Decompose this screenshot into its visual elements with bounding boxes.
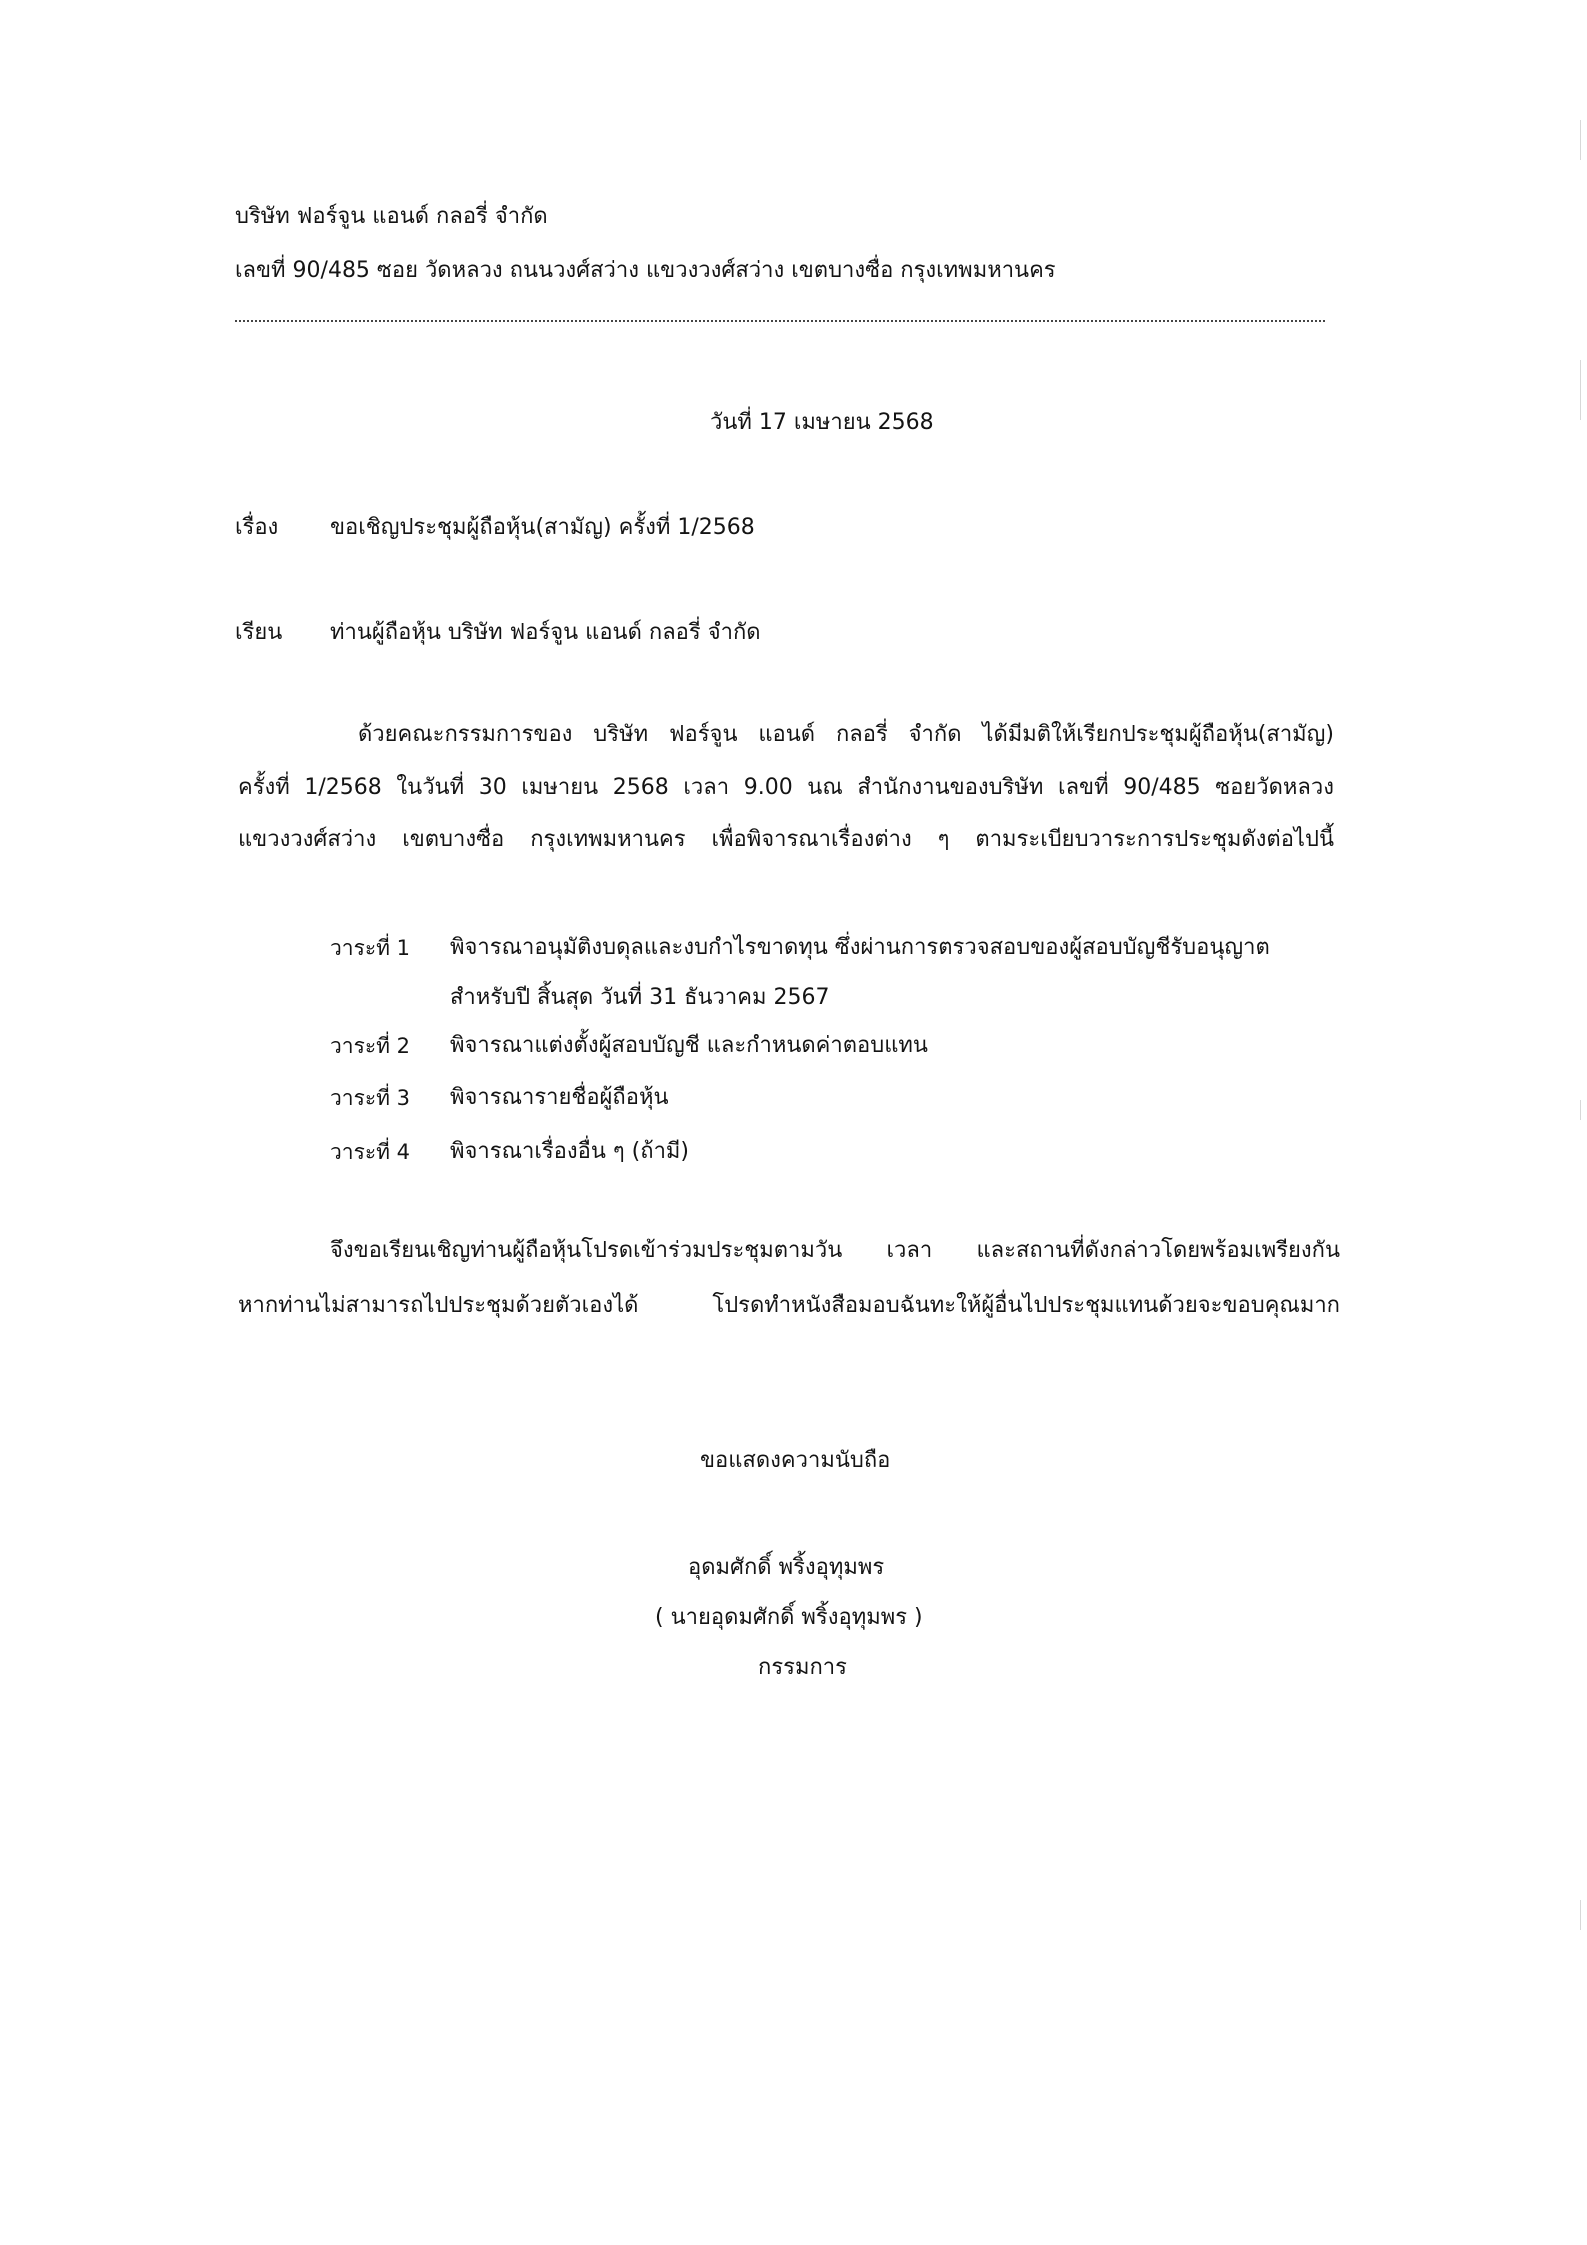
intro-line-3: แขวงวงศ์สว่าง เขตบางซื่อ กรุงเทพมหานคร เพื่อพิจารณาเรื่องต่าง ๆ ตามระเบียบวาระการประชุมดังต่อไปนี้ bbox=[238, 827, 1334, 852]
signature-name: อุดมศักดิ์ พริ้งอุทุมพร bbox=[688, 1555, 885, 1580]
company-name: บริษัท ฟอร์จูน แอนด์ กลอรี่ จำกัด bbox=[235, 204, 548, 229]
recipient-label: เรียน bbox=[235, 620, 283, 645]
letter-date: วันที่ 17 เมษายน 2568 bbox=[710, 410, 934, 435]
subject-text: ขอเชิญประชุมผู้ถือหุ้น(สามัญ) ครั้งที่ 1/2568 bbox=[330, 515, 755, 540]
agenda-3-text: พิจารณารายชื่อผู้ถือหุ้น bbox=[450, 1085, 669, 1110]
scan-edge-mark bbox=[1580, 1100, 1581, 1120]
scan-edge-mark bbox=[1580, 1900, 1581, 1930]
recipient-text: ท่านผู้ถือหุ้น บริษัท ฟอร์จูน แอนด์ กลอรี่ จำกัด bbox=[330, 620, 761, 645]
closing-line-1: จึงขอเรียนเชิญท่านผู้ถือหุ้นโปรดเข้าร่วมประชุมตามวัน เวลา และสถานที่ดังกล่าวโดยพร้อมเพรียงกัน bbox=[330, 1238, 1340, 1263]
agenda-2-label: วาระที่ 2 bbox=[330, 1034, 411, 1058]
agenda-3-label: วาระที่ 3 bbox=[330, 1086, 411, 1110]
agenda-2-text: พิจารณาแต่งตั้งผู้สอบบัญชี และกำหนดค่าตอบแทน bbox=[450, 1033, 928, 1058]
closing-regards: ขอแสดงความนับถือ bbox=[700, 1448, 891, 1473]
closing-line-2: หากท่านไม่สามารถไปประชุมด้วยตัวเองได้ โปรดทำหนังสือมอบฉันทะให้ผู้อื่นไปประชุมแทนด้วยจะขอบคุณมาก bbox=[238, 1293, 1340, 1318]
agenda-1-label: วาระที่ 1 bbox=[330, 936, 411, 960]
signatory-position: กรรมการ bbox=[758, 1655, 847, 1680]
agenda-1-text: พิจารณาอนุมัติงบดุลและงบกำไรขาดทุน ซึ่งผ่านการตรวจสอบของผู้สอบบัญชีรับอนุญาต bbox=[450, 935, 1270, 960]
agenda-4-label: วาระที่ 4 bbox=[330, 1140, 411, 1164]
printed-name: ( นายอุดมศักดิ์ พริ้งอุทุมพร ) bbox=[655, 1605, 923, 1630]
scan-edge-mark bbox=[1580, 360, 1581, 420]
subject-label: เรื่อง bbox=[235, 515, 279, 540]
intro-line-2: ครั้งที่ 1/2568 ในวันที่ 30 เมษายน 2568 เวลา 9.00 นณ สำนักงานของบริษัท เลขที่ 90/485 ซอยวัดหลวง bbox=[238, 775, 1334, 800]
header-divider bbox=[235, 320, 1325, 322]
agenda-4-text: พิจารณาเรื่องอื่น ๆ (ถ้ามี) bbox=[450, 1139, 690, 1164]
agenda-1-text-cont: สำหรับปี สิ้นสุด วันที่ 31 ธันวาคม 2567 bbox=[450, 985, 830, 1010]
intro-line-1: ด้วยคณะกรรมการของ บริษัท ฟอร์จูน แอนด์ กลอรี่ จำกัด ได้มีมติให้เรียกประชุมผู้ถือหุ้น(สามัญ) bbox=[358, 722, 1334, 747]
scan-edge-mark bbox=[1580, 120, 1581, 160]
company-address: เลขที่ 90/485 ซอย วัดหลวง ถนนวงศ์สว่าง แขวงวงศ์สว่าง เขตบางซื่อ กรุงเทพมหานคร bbox=[235, 258, 1056, 283]
